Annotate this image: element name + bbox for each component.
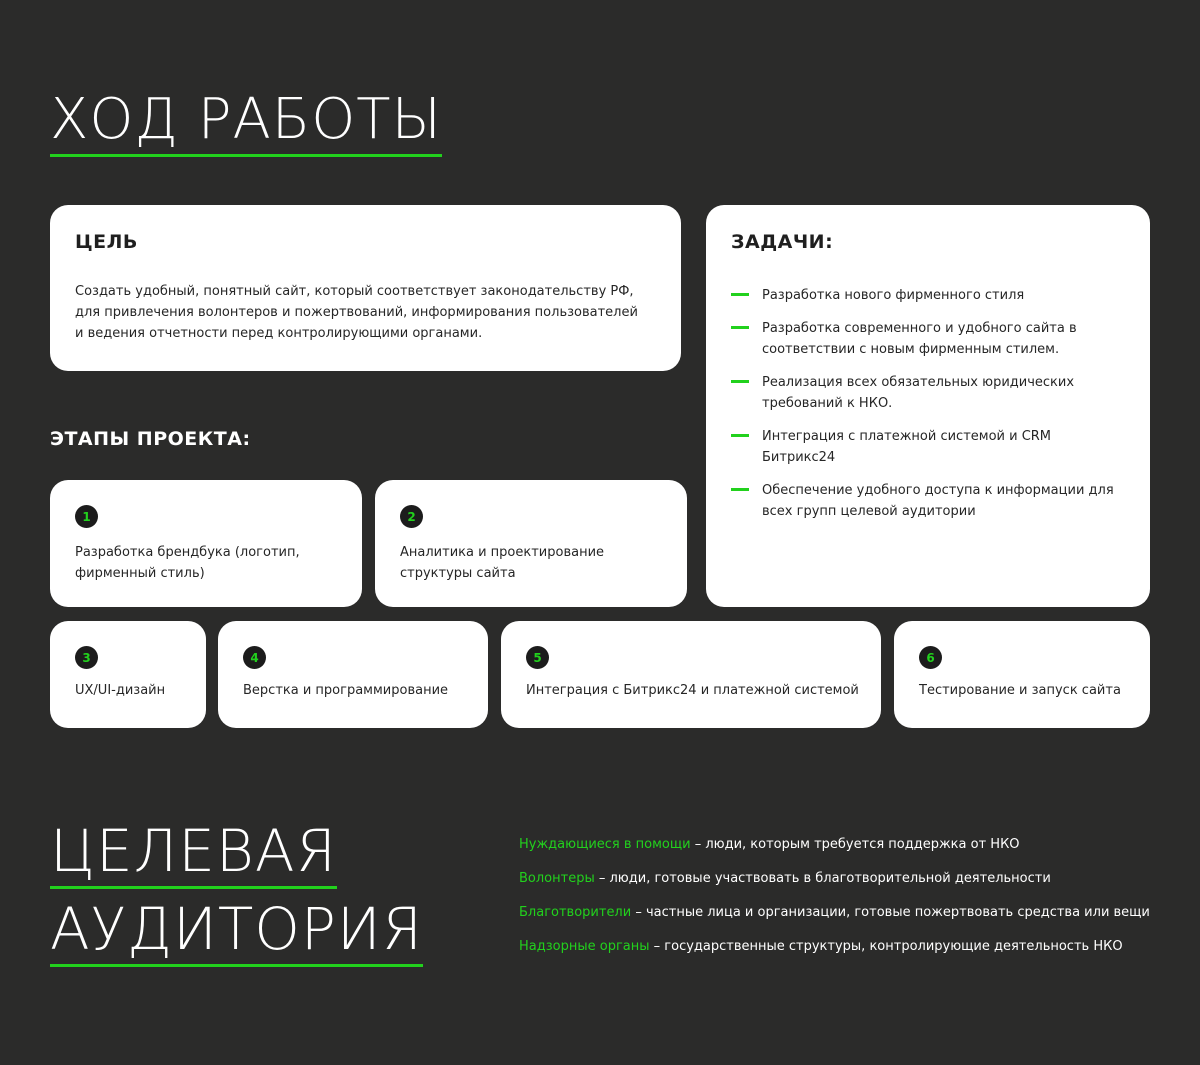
goal-text: Создать удобный, понятный сайт, который соответствует законодательству РФ, для привлечения волонтеров и пожертвований, информирования пользователей и ведения отчетности перед контролирующими органами.	[75, 284, 638, 341]
dash-icon	[731, 434, 749, 437]
tasks-list	[731, 285, 1125, 522]
dash-icon	[731, 293, 749, 296]
dash-icon	[731, 380, 749, 383]
dash-icon	[731, 326, 749, 329]
task-item	[731, 372, 1125, 414]
task-text: Интеграция с платежной системой и CRM Битрикс24	[762, 429, 1052, 465]
task-item	[731, 426, 1125, 468]
stage-number-badge: 3	[75, 646, 98, 669]
audience-term: Волонтеры	[519, 871, 595, 886]
page-title: ХОД РАБОТЫ	[50, 92, 442, 157]
audience-list	[519, 836, 1150, 972]
stage-text: Верстка и программирование	[243, 683, 449, 698]
task-text: Разработка современного и удобного сайта в соответствии с новым фирменным стилем.	[762, 321, 1077, 357]
tasks-card	[706, 205, 1150, 607]
stage-number-badge: 1	[75, 505, 98, 528]
stage-number-badge: 6	[919, 646, 942, 669]
stage-card-1	[50, 480, 362, 607]
tasks-heading: ЗАДАЧИ:	[731, 231, 834, 253]
stages-heading: ЭТАПЫ ПРОЕКТА:	[50, 428, 251, 450]
stage-number-badge: 2	[400, 505, 423, 528]
audience-title-line-1: ЦЕЛЕВАЯ	[50, 822, 337, 889]
stage-card-5	[501, 621, 881, 728]
task-item	[731, 480, 1125, 522]
audience-term: Надзорные органы	[519, 939, 650, 954]
stage-number-badge: 5	[526, 646, 549, 669]
stage-text: Аналитика и проектирование структуры сайта	[400, 545, 605, 581]
stage-card-3	[50, 621, 206, 728]
audience-desc: – частные лица и организации, готовые пожертвовать средства или вещи	[631, 905, 1150, 920]
audience-term: Благотворители	[519, 905, 632, 920]
audience-term: Нуждающиеся в помощи	[519, 837, 691, 852]
stage-text: UX/UI-дизайн	[75, 683, 166, 698]
audience-item	[519, 904, 1150, 922]
stage-card-2	[375, 480, 687, 607]
audience-desc: – люди, которым требуется поддержка от НКО	[690, 837, 1020, 852]
task-text: Разработка нового фирменного стиля	[762, 288, 1025, 303]
goal-card	[50, 205, 681, 371]
stage-card-4	[218, 621, 488, 728]
stage-text: Интеграция с Битрикс24 и платежной системой	[526, 683, 859, 698]
task-text: Обеспечение удобного доступа к информации для всех групп целевой аудитории	[762, 483, 1114, 519]
task-item	[731, 318, 1125, 360]
audience-item	[519, 938, 1150, 956]
task-text: Реализация всех обязательных юридических требований к НКО.	[762, 375, 1075, 411]
stage-card-6	[894, 621, 1150, 728]
task-item	[731, 285, 1125, 306]
goal-heading: ЦЕЛЬ	[75, 231, 138, 253]
dash-icon	[731, 488, 749, 491]
audience-item	[519, 870, 1150, 888]
audience-item	[519, 836, 1150, 854]
audience-title-line-2: АУДИТОРИЯ	[50, 900, 423, 967]
audience-desc: – государственные структуры, контролирующие деятельность НКО	[649, 939, 1123, 954]
stage-text: Разработка брендбука (логотип, фирменный стиль)	[75, 545, 300, 581]
stage-text: Тестирование и запуск сайта	[919, 683, 1121, 698]
stage-number-badge: 4	[243, 646, 266, 669]
audience-desc: – люди, готовые участвовать в благотворительной деятельности	[594, 871, 1051, 886]
